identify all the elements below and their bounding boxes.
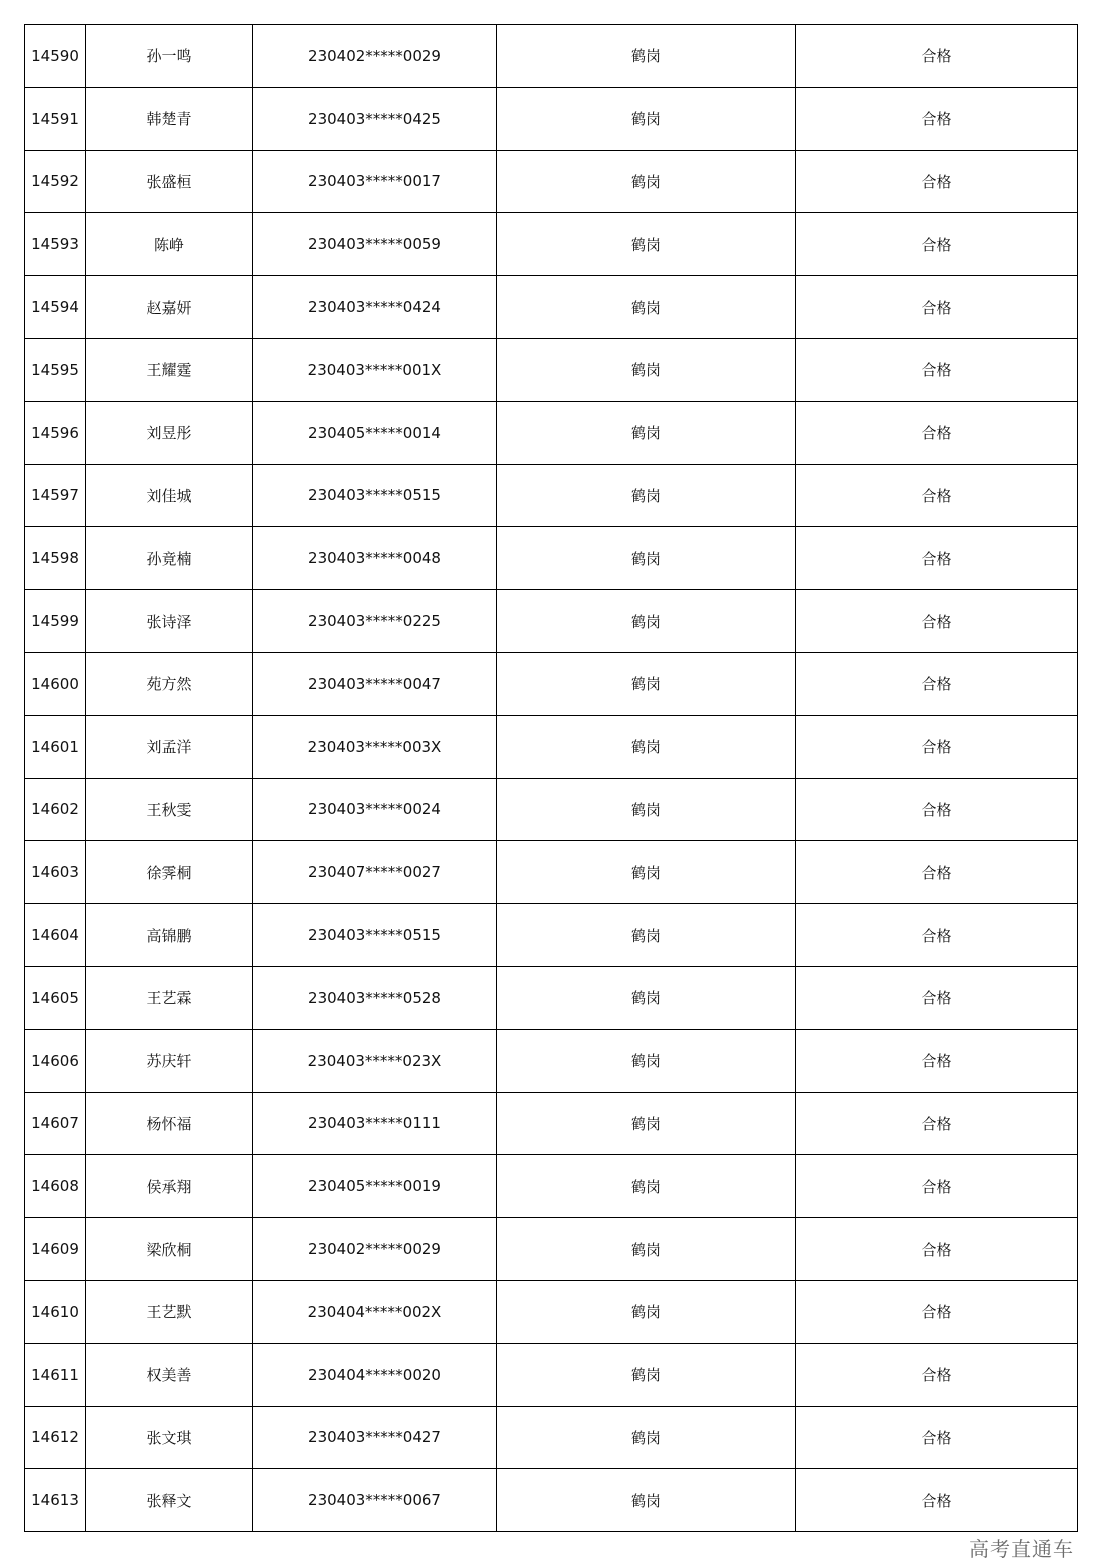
result-cell: 合格 [796,1280,1078,1343]
row-number-cell: 14613 [25,1469,86,1532]
result-cell: 合格 [796,652,1078,715]
table-row [25,1092,1078,1155]
id-number-cell: 230403*****0515 [253,464,497,527]
id-number-cell: 230403*****0515 [253,904,497,967]
id-number-cell: 230403*****0225 [253,590,497,653]
name-cell: 王艺霖 [86,966,253,1029]
result-cell: 合格 [796,1092,1078,1155]
id-number-cell: 230403*****0048 [253,527,497,590]
result-cell: 合格 [796,1218,1078,1281]
row-number-cell: 14604 [25,904,86,967]
id-number-cell: 230403*****0425 [253,87,497,150]
id-number-cell: 230403*****003X [253,715,497,778]
city-cell: 鹤岗 [497,25,796,88]
table-row [25,1280,1078,1343]
city-cell: 鹤岗 [497,1343,796,1406]
city-cell: 鹤岗 [497,590,796,653]
id-number-cell: 230403*****001X [253,338,497,401]
result-cell: 合格 [796,276,1078,339]
result-cell: 合格 [796,715,1078,778]
name-cell: 王耀霆 [86,338,253,401]
result-cell: 合格 [796,87,1078,150]
row-number-cell: 14592 [25,150,86,213]
city-cell: 鹤岗 [497,527,796,590]
name-cell: 韩楚青 [86,87,253,150]
name-cell: 侯承翔 [86,1155,253,1218]
result-cell: 合格 [796,904,1078,967]
row-number-cell: 14594 [25,276,86,339]
id-number-cell: 230402*****0029 [253,25,497,88]
row-number-cell: 14593 [25,213,86,276]
row-number-cell: 14612 [25,1406,86,1469]
result-cell: 合格 [796,841,1078,904]
table-row [25,338,1078,401]
result-cell: 合格 [796,150,1078,213]
name-cell: 王秋雯 [86,778,253,841]
result-cell: 合格 [796,1469,1078,1532]
table-row [25,213,1078,276]
row-number-cell: 14602 [25,778,86,841]
roster-body [25,25,1078,1532]
table-row [25,652,1078,715]
id-number-cell: 230407*****0027 [253,841,497,904]
name-cell: 徐霁桐 [86,841,253,904]
id-number-cell: 230403*****0067 [253,1469,497,1532]
roster-sheet [24,24,1077,1532]
city-cell: 鹤岗 [497,904,796,967]
result-cell: 合格 [796,590,1078,653]
name-cell: 赵嘉妍 [86,276,253,339]
table-row [25,1218,1078,1281]
name-cell: 苏庆轩 [86,1029,253,1092]
row-number-cell: 14599 [25,590,86,653]
row-number-cell: 14611 [25,1343,86,1406]
city-cell: 鹤岗 [497,150,796,213]
result-cell: 合格 [796,527,1078,590]
name-cell: 高锦鹏 [86,904,253,967]
city-cell: 鹤岗 [497,841,796,904]
id-number-cell: 230403*****0047 [253,652,497,715]
table-row [25,25,1078,88]
city-cell: 鹤岗 [497,715,796,778]
name-cell: 刘佳城 [86,464,253,527]
row-number-cell: 14595 [25,338,86,401]
row-number-cell: 14605 [25,966,86,1029]
city-cell: 鹤岗 [497,401,796,464]
id-number-cell: 230403*****0424 [253,276,497,339]
city-cell: 鹤岗 [497,1280,796,1343]
result-cell: 合格 [796,966,1078,1029]
id-number-cell: 230402*****0029 [253,1218,497,1281]
result-cell: 合格 [796,464,1078,527]
row-number-cell: 14603 [25,841,86,904]
name-cell: 孙一鸣 [86,25,253,88]
city-cell: 鹤岗 [497,1092,796,1155]
table-row [25,464,1078,527]
row-number-cell: 14610 [25,1280,86,1343]
id-number-cell: 230403*****0017 [253,150,497,213]
table-row [25,87,1078,150]
name-cell: 张盛桓 [86,150,253,213]
city-cell: 鹤岗 [497,276,796,339]
id-number-cell: 230403*****0427 [253,1406,497,1469]
city-cell: 鹤岗 [497,1155,796,1218]
row-number-cell: 14608 [25,1155,86,1218]
name-cell: 张诗泽 [86,590,253,653]
row-number-cell: 14600 [25,652,86,715]
name-cell: 梁欣桐 [86,1218,253,1281]
table-row [25,904,1078,967]
result-cell: 合格 [796,25,1078,88]
name-cell: 刘昱彤 [86,401,253,464]
table-row [25,1155,1078,1218]
table-row [25,1029,1078,1092]
id-number-cell: 230405*****0019 [253,1155,497,1218]
row-number-cell: 14606 [25,1029,86,1092]
name-cell: 张文琪 [86,1406,253,1469]
table-row [25,150,1078,213]
row-number-cell: 14607 [25,1092,86,1155]
city-cell: 鹤岗 [497,1218,796,1281]
table-row [25,1406,1078,1469]
row-number-cell: 14591 [25,87,86,150]
table-row [25,401,1078,464]
row-number-cell: 14598 [25,527,86,590]
city-cell: 鹤岗 [497,966,796,1029]
roster-table [24,24,1078,1532]
id-number-cell: 230403*****0024 [253,778,497,841]
result-cell: 合格 [796,778,1078,841]
table-row [25,590,1078,653]
row-number-cell: 14596 [25,401,86,464]
table-row [25,966,1078,1029]
id-number-cell: 230404*****002X [253,1280,497,1343]
city-cell: 鹤岗 [497,778,796,841]
name-cell: 张释文 [86,1469,253,1532]
watermark-text: 高考直通车 [969,1537,1074,1561]
city-cell: 鹤岗 [497,1029,796,1092]
result-cell: 合格 [796,1343,1078,1406]
id-number-cell: 230403*****0111 [253,1092,497,1155]
city-cell: 鹤岗 [497,1469,796,1532]
city-cell: 鹤岗 [497,87,796,150]
id-number-cell: 230403*****0528 [253,966,497,1029]
city-cell: 鹤岗 [497,213,796,276]
name-cell: 刘孟洋 [86,715,253,778]
id-number-cell: 230403*****0059 [253,213,497,276]
table-row [25,1469,1078,1532]
result-cell: 合格 [796,1155,1078,1218]
city-cell: 鹤岗 [497,652,796,715]
result-cell: 合格 [796,1406,1078,1469]
table-row [25,841,1078,904]
name-cell: 权美善 [86,1343,253,1406]
row-number-cell: 14597 [25,464,86,527]
table-row [25,715,1078,778]
row-number-cell: 14601 [25,715,86,778]
row-number-cell: 14609 [25,1218,86,1281]
name-cell: 孙竟楠 [86,527,253,590]
table-row [25,1343,1078,1406]
city-cell: 鹤岗 [497,464,796,527]
name-cell: 王艺默 [86,1280,253,1343]
id-number-cell: 230405*****0014 [253,401,497,464]
id-number-cell: 230403*****023X [253,1029,497,1092]
city-cell: 鹤岗 [497,338,796,401]
table-row [25,778,1078,841]
result-cell: 合格 [796,213,1078,276]
result-cell: 合格 [796,338,1078,401]
table-row [25,527,1078,590]
result-cell: 合格 [796,401,1078,464]
city-cell: 鹤岗 [497,1406,796,1469]
name-cell: 苑方然 [86,652,253,715]
result-cell: 合格 [796,1029,1078,1092]
id-number-cell: 230404*****0020 [253,1343,497,1406]
table-row [25,276,1078,339]
row-number-cell: 14590 [25,25,86,88]
name-cell: 陈峥 [86,213,253,276]
name-cell: 杨怀福 [86,1092,253,1155]
